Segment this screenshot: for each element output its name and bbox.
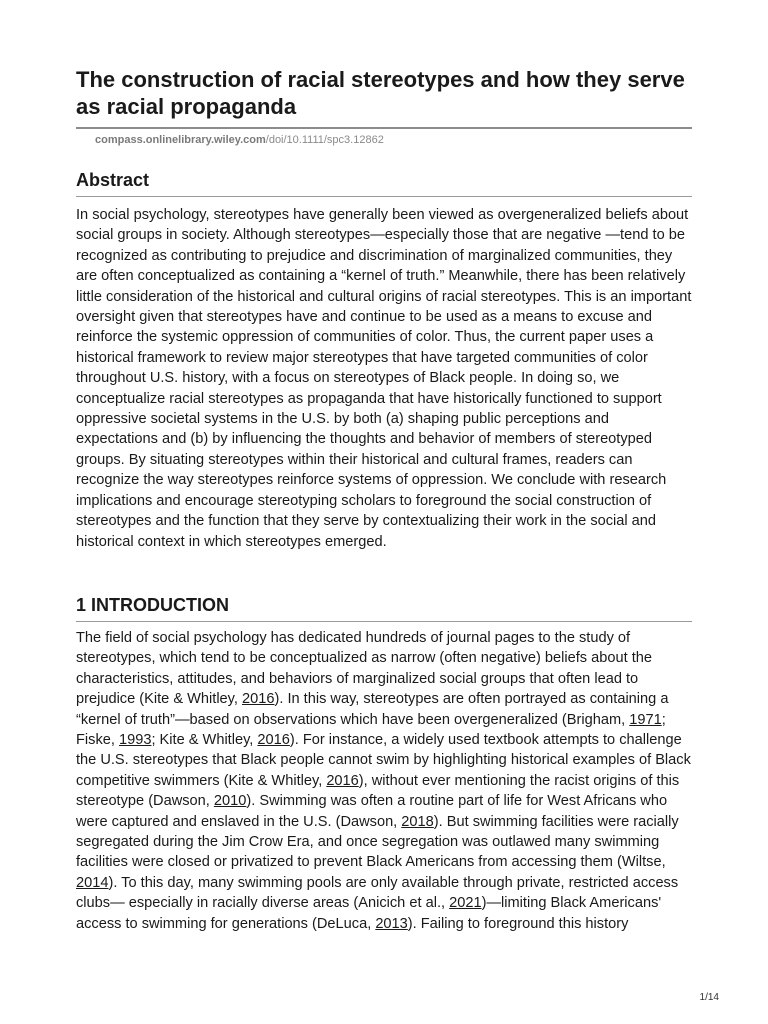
introduction-text-segment: ). But swimming facilities were racially segregated during the Jim Crow Era, and once segregation was outlawed many swimming facilities were closed or privatized to prevent Black Americans from accessing them (Wiltse,: [76, 813, 679, 871]
citation-link[interactable]: 2013: [375, 915, 408, 932]
introduction-text-segment: ). To this day, many swimming pools are only available through private, restricted access clubs— especially in racially diverse areas (Anicich et al.,: [76, 874, 679, 912]
introduction-text-segment: ), without ever mentioning the racist origins of this stereotype (Dawson,: [76, 772, 680, 810]
page-number: 1/14: [699, 992, 719, 1003]
source-path: /doi/10.1111/spc3.12862: [265, 134, 384, 146]
introduction-text-segment: ). For instance, a widely used textbook attempts to challenge the U.S. stereotypes that Black people cannot swim by highlighting historical examples of Black competitive swimmers (Kite & Whitley,: [76, 732, 691, 789]
introduction-text: [76, 628, 692, 934]
source-domain: compass.onlinelibrary.wiley.com: [95, 134, 266, 146]
introduction-divider: [76, 621, 692, 622]
page-title: The construction of racial stereotypes and how they serve as racial propaganda: [76, 67, 685, 119]
citation-link[interactable]: 1993: [118, 732, 152, 749]
citation-link[interactable]: 2016: [242, 691, 275, 708]
title-divider: [76, 127, 692, 129]
introduction-text-segment: ). Failing to foreground this history: [407, 915, 629, 932]
introduction-heading: 1 INTRODUCTION: [76, 595, 229, 615]
introduction-text-segment: ). In this way, stereotypes are often portrayed as containing a “kernel of truth”—based on observations which have been overgeneralized (Brigham,: [76, 691, 669, 728]
introduction-text-segment: ; Kite & Whitley,: [151, 732, 258, 749]
abstract-heading: Abstract: [76, 170, 150, 190]
citation-link[interactable]: 2021: [449, 895, 482, 912]
citation-link[interactable]: 2016: [257, 732, 290, 749]
introduction-text-segment: ; Fiske,: [76, 711, 666, 749]
source-url[interactable]: [95, 132, 384, 148]
citation-link[interactable]: 2016: [326, 772, 359, 789]
abstract-divider: [76, 196, 692, 197]
abstract-text: In social psychology, stereotypes have generally been viewed as overgeneralized beliefs about social groups in society. Although stereotypes—especially those that are negative —tend to be recognized as contributing to prejudice and discrimination of marginalized communities, they are often conceptualized as containing a “kernel of truth.” Meanwhile, there has been relatively little consideration of the historical and cultural origins of racial stereotypes. This is an important oversight given that stereotypes have and continue to be used as a means to excuse and reinforce the systemic oppression of communities of color. Thus, the current paper uses a historical framework to review major stereotypes that have targeted communities of color throughout U.S. history, with a focus on stereotypes of Black people. In doing so, we conceptualize racial stereotypes as propaganda that have historically functioned to support oppressive societal systems in the U.S. by both (a) shaping public perceptions and expectations and (b) by influencing the thoughts and behavior of members of stereotyped groups. By situating stereotypes within their historical and cultural frames, readers can recognize the way stereotypes reinforce systems of oppression. We conclude with research implications and encourage stereotyping scholars to foreground the social construction of stereotypes and the function that they serve by contextualizing their work in the social and historical context in which stereotypes emerged.: [76, 207, 692, 550]
introduction-text-segment: )—limiting Black Americans' access to swimming for generations (DeLuca,: [76, 895, 662, 932]
citation-link[interactable]: 2010: [213, 793, 247, 810]
introduction-text-segment: ). Swimming was often a routine part of life for West Africans who were captured and enslaved in the U.S. (Dawson,: [76, 793, 668, 830]
introduction-text-segment: The field of social psychology has dedicated hundreds of journal pages to the study of stereotypes, which tend to be conceptualized as narrow (often negative) beliefs about the characteristics, attitudes, and behaviors of marginalized social groups that often lead to prejudice (Kite & Whitley,: [76, 630, 652, 708]
citation-link[interactable]: 2018: [401, 813, 434, 830]
citation-link[interactable]: 1971: [629, 711, 662, 728]
citation-link[interactable]: 2014: [76, 874, 109, 891]
